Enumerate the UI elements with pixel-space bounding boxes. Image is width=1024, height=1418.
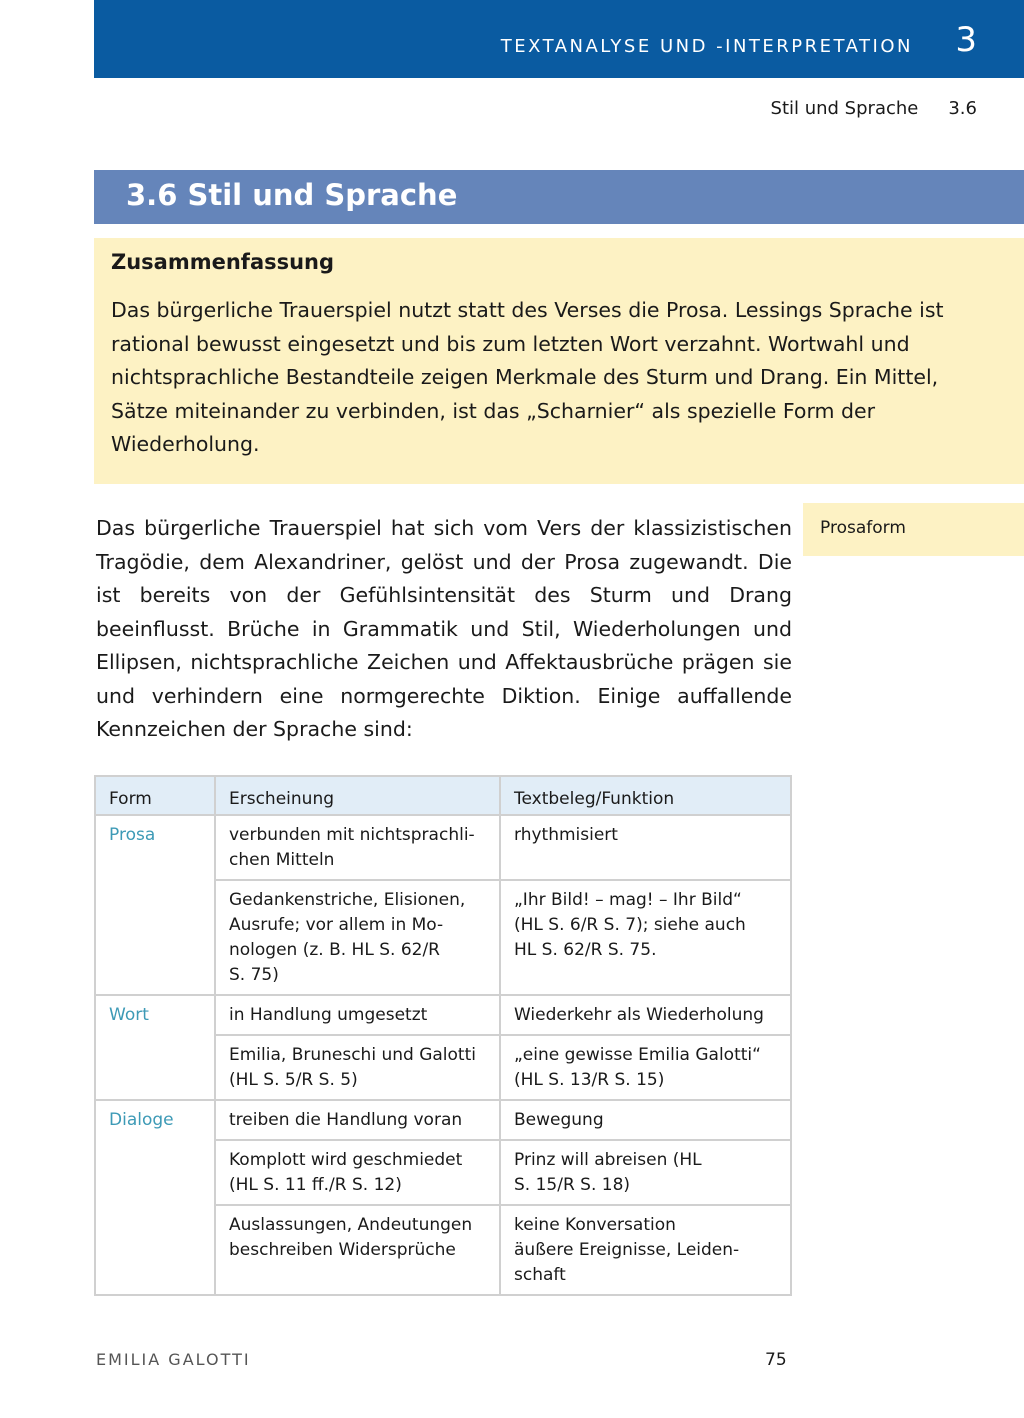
beleg-cell: Prinz will abreisen (HL S. 15/R S. 18)	[500, 1140, 791, 1205]
summary-title: Zusammenfassung	[111, 250, 335, 274]
margin-note-label: Prosaform	[820, 518, 906, 538]
erscheinung-cell: Gedankenstriche, Elisionen, Ausrufe; vor allem in Mo- nologen (z. B. HL S. 62/R S. 75)	[215, 880, 500, 995]
erscheinung-cell: treiben die Handlung voran	[215, 1100, 500, 1140]
page-number: 75	[765, 1350, 787, 1370]
summary-box	[94, 238, 1024, 484]
chapter-number: 3	[955, 20, 977, 60]
style-table	[94, 775, 792, 1296]
beleg-cell: „Ihr Bild! – mag! – Ihr Bild“ (HL S. 6/R S. 7); siehe auch HL S. 62/R S. 75.	[500, 880, 791, 995]
table-header-row	[95, 776, 791, 815]
chapter-header-bar	[94, 0, 1024, 78]
erscheinung-cell: verbunden mit nichtsprachli- chen Mitteln	[215, 815, 500, 880]
column-header: Textbeleg/Funktion	[500, 776, 791, 815]
table-row	[95, 815, 791, 880]
column-header: Form	[95, 776, 215, 815]
column-header: Erscheinung	[215, 776, 500, 815]
body-paragraph: Das bürgerliche Trauerspiel hat sich vom Vers der klassizistischen Tragödie, dem Alexandriner, gelöst und der Prosa zugewandt. Die ist bereits von der Gefühlsintensität des Sturm und Drang beeinflusst. Brüche in Grammatik und Stil, Wiederholungen und Ellipsen, nichtsprachliche Zeichen und Affektausbrüche prägen sie und verhindern eine normgerechte Diktion. Einige auffallende Kennzeichen der Sprache sind:	[96, 516, 792, 741]
erscheinung-cell: Komplott wird geschmiedet (HL S. 11 ff./R S. 12)	[215, 1140, 500, 1205]
margin-note	[803, 503, 1024, 556]
beleg-cell: „eine gewisse Emilia Galotti“ (HL S. 13/R S. 15)	[500, 1035, 791, 1100]
running-head	[771, 98, 977, 119]
form-cell: Dialoge	[95, 1100, 215, 1295]
book-title: EMILIA GALOTTI	[96, 1350, 251, 1369]
erscheinung-cell: Auslassungen, Andeutungen beschreiben Widersprüche	[215, 1205, 500, 1295]
form-cell: Wort	[95, 995, 215, 1100]
chapter-title: TEXTANALYSE UND -INTERPRETATION	[500, 36, 913, 57]
table-row	[95, 995, 791, 1035]
erscheinung-cell: Emilia, Bruneschi und Galotti (HL S. 5/R S. 5)	[215, 1035, 500, 1100]
beleg-cell: rhythmisiert	[500, 815, 791, 880]
form-cell: Prosa	[95, 815, 215, 995]
section-heading-bar	[94, 170, 1024, 224]
running-title: Stil und Sprache	[770, 98, 919, 119]
erscheinung-cell: in Handlung umgesetzt	[215, 995, 500, 1035]
beleg-cell: keine Konversation äußere Ereignisse, Leiden- schaft	[500, 1205, 791, 1295]
summary-text: Das bürgerliche Trauerspiel nutzt statt des Verses die Prosa. Lessings Sprache ist rational bewusst eingesetzt und bis zum letzten Wort verzahnt. Wortwahl und nichtsprachliche Bestandteile zeigen Merkmale des Sturm und Drang. Ein Mittel, Sätze miteinander zu verbinden, ist das „Scharnier“ als spezielle Form der Wiederholung.	[111, 298, 944, 456]
beleg-cell: Wiederkehr als Wiederholung	[500, 995, 791, 1035]
table-row	[95, 1100, 791, 1140]
section-heading: 3.6 Stil und Sprache	[126, 178, 458, 212]
beleg-cell: Bewegung	[500, 1100, 791, 1140]
running-number: 3.6	[948, 98, 977, 119]
